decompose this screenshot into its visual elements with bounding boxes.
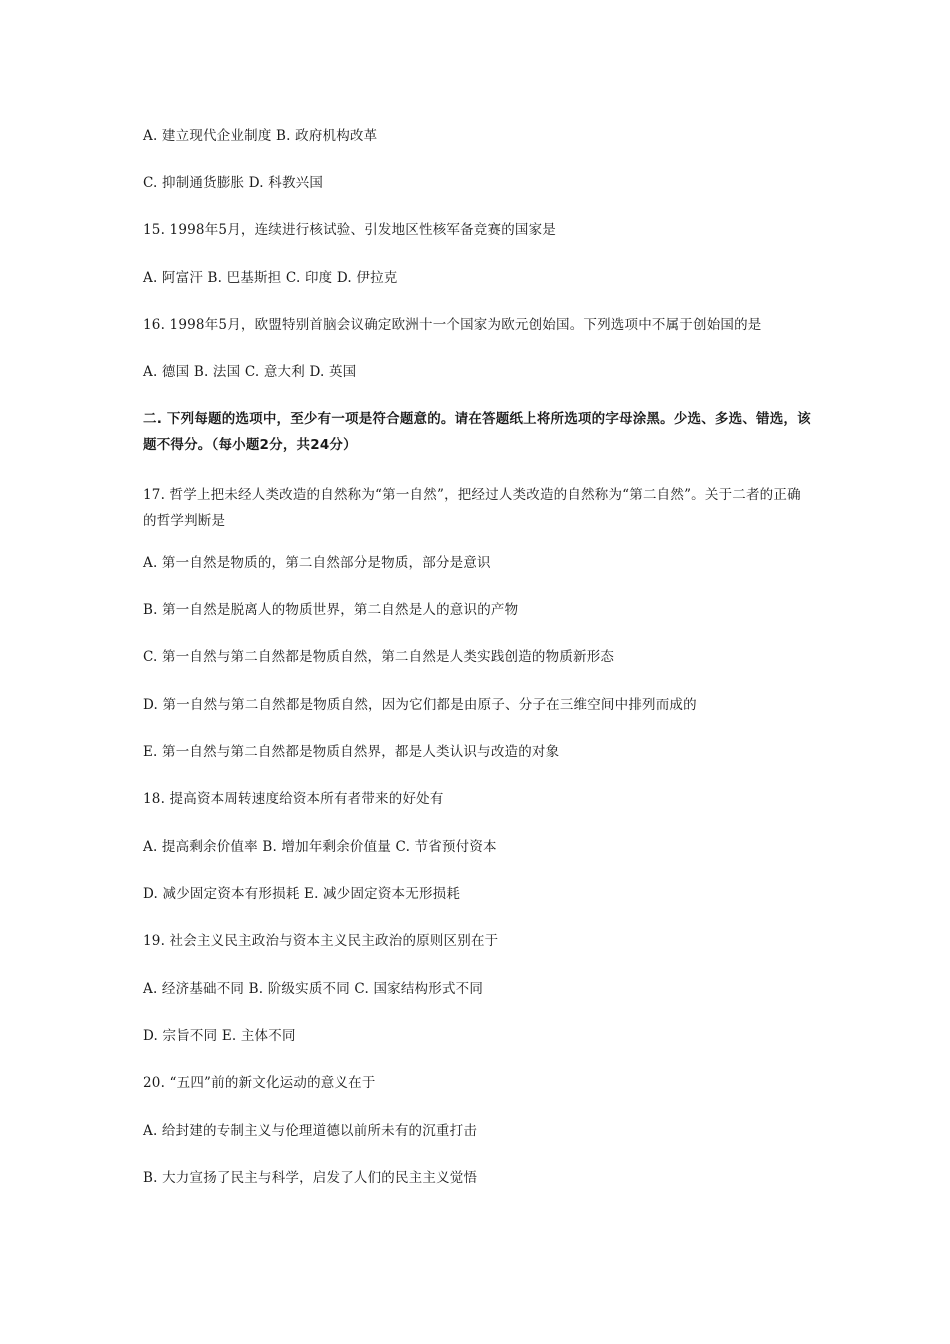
option-line-q16: A. 德国 B. 法国 C. 意大利 D. 英国 xyxy=(143,364,357,380)
option-line-q19-de: D. 宗旨不同 E. 主体不同 xyxy=(143,1028,296,1044)
question-17: 17. 哲学上把未经人类改造的自然称为“第一自然”，把经过人类改造的自然称为“第二自然”。关于二者的正确的哲学判断是 xyxy=(143,487,801,529)
option-line-q15: A. 阿富汗 B. 巴基斯担 C. 印度 D. 伊拉克 xyxy=(143,270,398,286)
option-q17-b: B. 第一自然是脱离人的物质世界，第二自然是人的意识的产物 xyxy=(143,602,519,618)
option-line-q14-cd: C. 抑制通货膨胀 D. 科教兴国 xyxy=(143,175,324,191)
option-q17-a: A. 第一自然是物质的，第二自然部分是物质，部分是意识 xyxy=(143,555,491,571)
question-18: 18. 提高资本周转速度给资本所有者带来的好处有 xyxy=(143,791,444,807)
option-q20-a: A. 给封建的专制主义与伦理道德以前所未有的沉重打击 xyxy=(143,1123,478,1139)
option-q17-d: D. 第一自然与第二自然都是物质自然，因为它们都是由原子、分子在三维空间中排列而成的 xyxy=(143,697,697,713)
option-q20-b: B. 大力宣扬了民主与科学，启发了人们的民主主义觉悟 xyxy=(143,1170,478,1186)
option-q17-e: E. 第一自然与第二自然都是物质自然界，都是人类认识与改造的对象 xyxy=(143,744,560,760)
option-q17-c: C. 第一自然与第二自然都是物质自然，第二自然是人类实践创造的物质新形态 xyxy=(143,649,615,665)
option-line-q14-ab: A. 建立现代企业制度 B. 政府机构改革 xyxy=(143,128,378,144)
option-line-q18-abc: A. 提高剩余价值率 B. 增加年剩余价值量 C. 节省预付资本 xyxy=(143,839,497,855)
section-two-instructions: 二. 下列每题的选项中，至少有一项是符合题意的。请在答题纸上将所选项的字母涂黑。少选、多选、错选，该题不得分。（每小题2分，共24分） xyxy=(143,411,811,453)
question-15: 15. 1998年5月，连续进行核试验、引发地区性核军备竞赛的国家是 xyxy=(143,222,557,238)
option-line-q18-de: D. 减少固定资本有形损耗 E. 减少固定资本无形损耗 xyxy=(143,886,461,902)
question-19: 19. 社会主义民主政治与资本主义民主政治的原则区别在于 xyxy=(143,933,499,949)
question-20: 20. “五四”前的新文化运动的意义在于 xyxy=(143,1075,376,1091)
question-16: 16. 1998年5月，欧盟特别首脑会议确定欧洲十一个国家为欧元创始国。下列选项中不属于创始国的是 xyxy=(143,317,762,333)
option-line-q19-abc: A. 经济基础不同 B. 阶级实质不同 C. 国家结构形式不同 xyxy=(143,981,484,997)
